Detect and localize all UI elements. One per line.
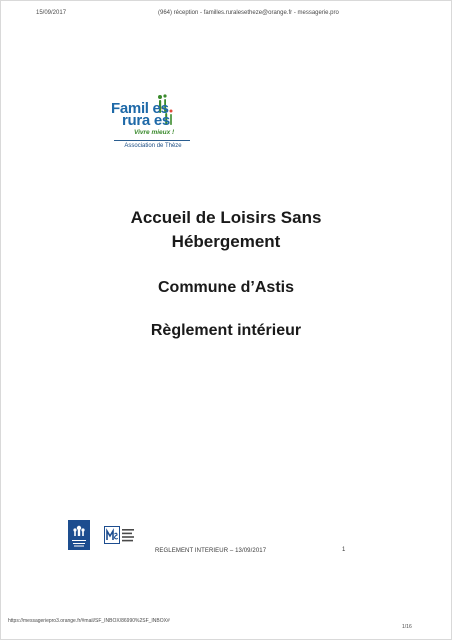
document-commune: Commune d’Astis [157, 279, 294, 296]
print-date: 15/09/2017 [36, 10, 67, 16]
document-title-line2: Hébergement [171, 232, 281, 251]
logo-divider [114, 140, 190, 141]
print-header-title: (964) réception - familles.ruralesetheze@orange.fr - messagerie.pro [158, 10, 339, 16]
document-title-line1: Accueil de Loisirs Sans [130, 208, 322, 227]
footer-page-number: 1 [342, 547, 346, 553]
familles-rurales-logo [108, 92, 198, 158]
logo-word-rurales: rura es [122, 112, 170, 129]
print-page-count: 1/16 [402, 624, 412, 630]
caf-logo-icon [68, 520, 90, 550]
footer-document-label: REGLEMENT INTERIEUR – 13/09/2017 [155, 548, 267, 554]
msa-logo-icon [104, 526, 150, 544]
print-url-link[interactable]: https://messageriepro3.orange.fr/#mail/SF_INBOX/86990%2SF_INBOX# [8, 618, 170, 624]
document-subtitle: Règlement intérieur [150, 322, 302, 339]
logo-tagline: Vivre mieux ! [134, 129, 175, 136]
logo-word-familles: Famil es [111, 100, 169, 117]
logo-association-name: Association de Thèze [124, 143, 182, 149]
